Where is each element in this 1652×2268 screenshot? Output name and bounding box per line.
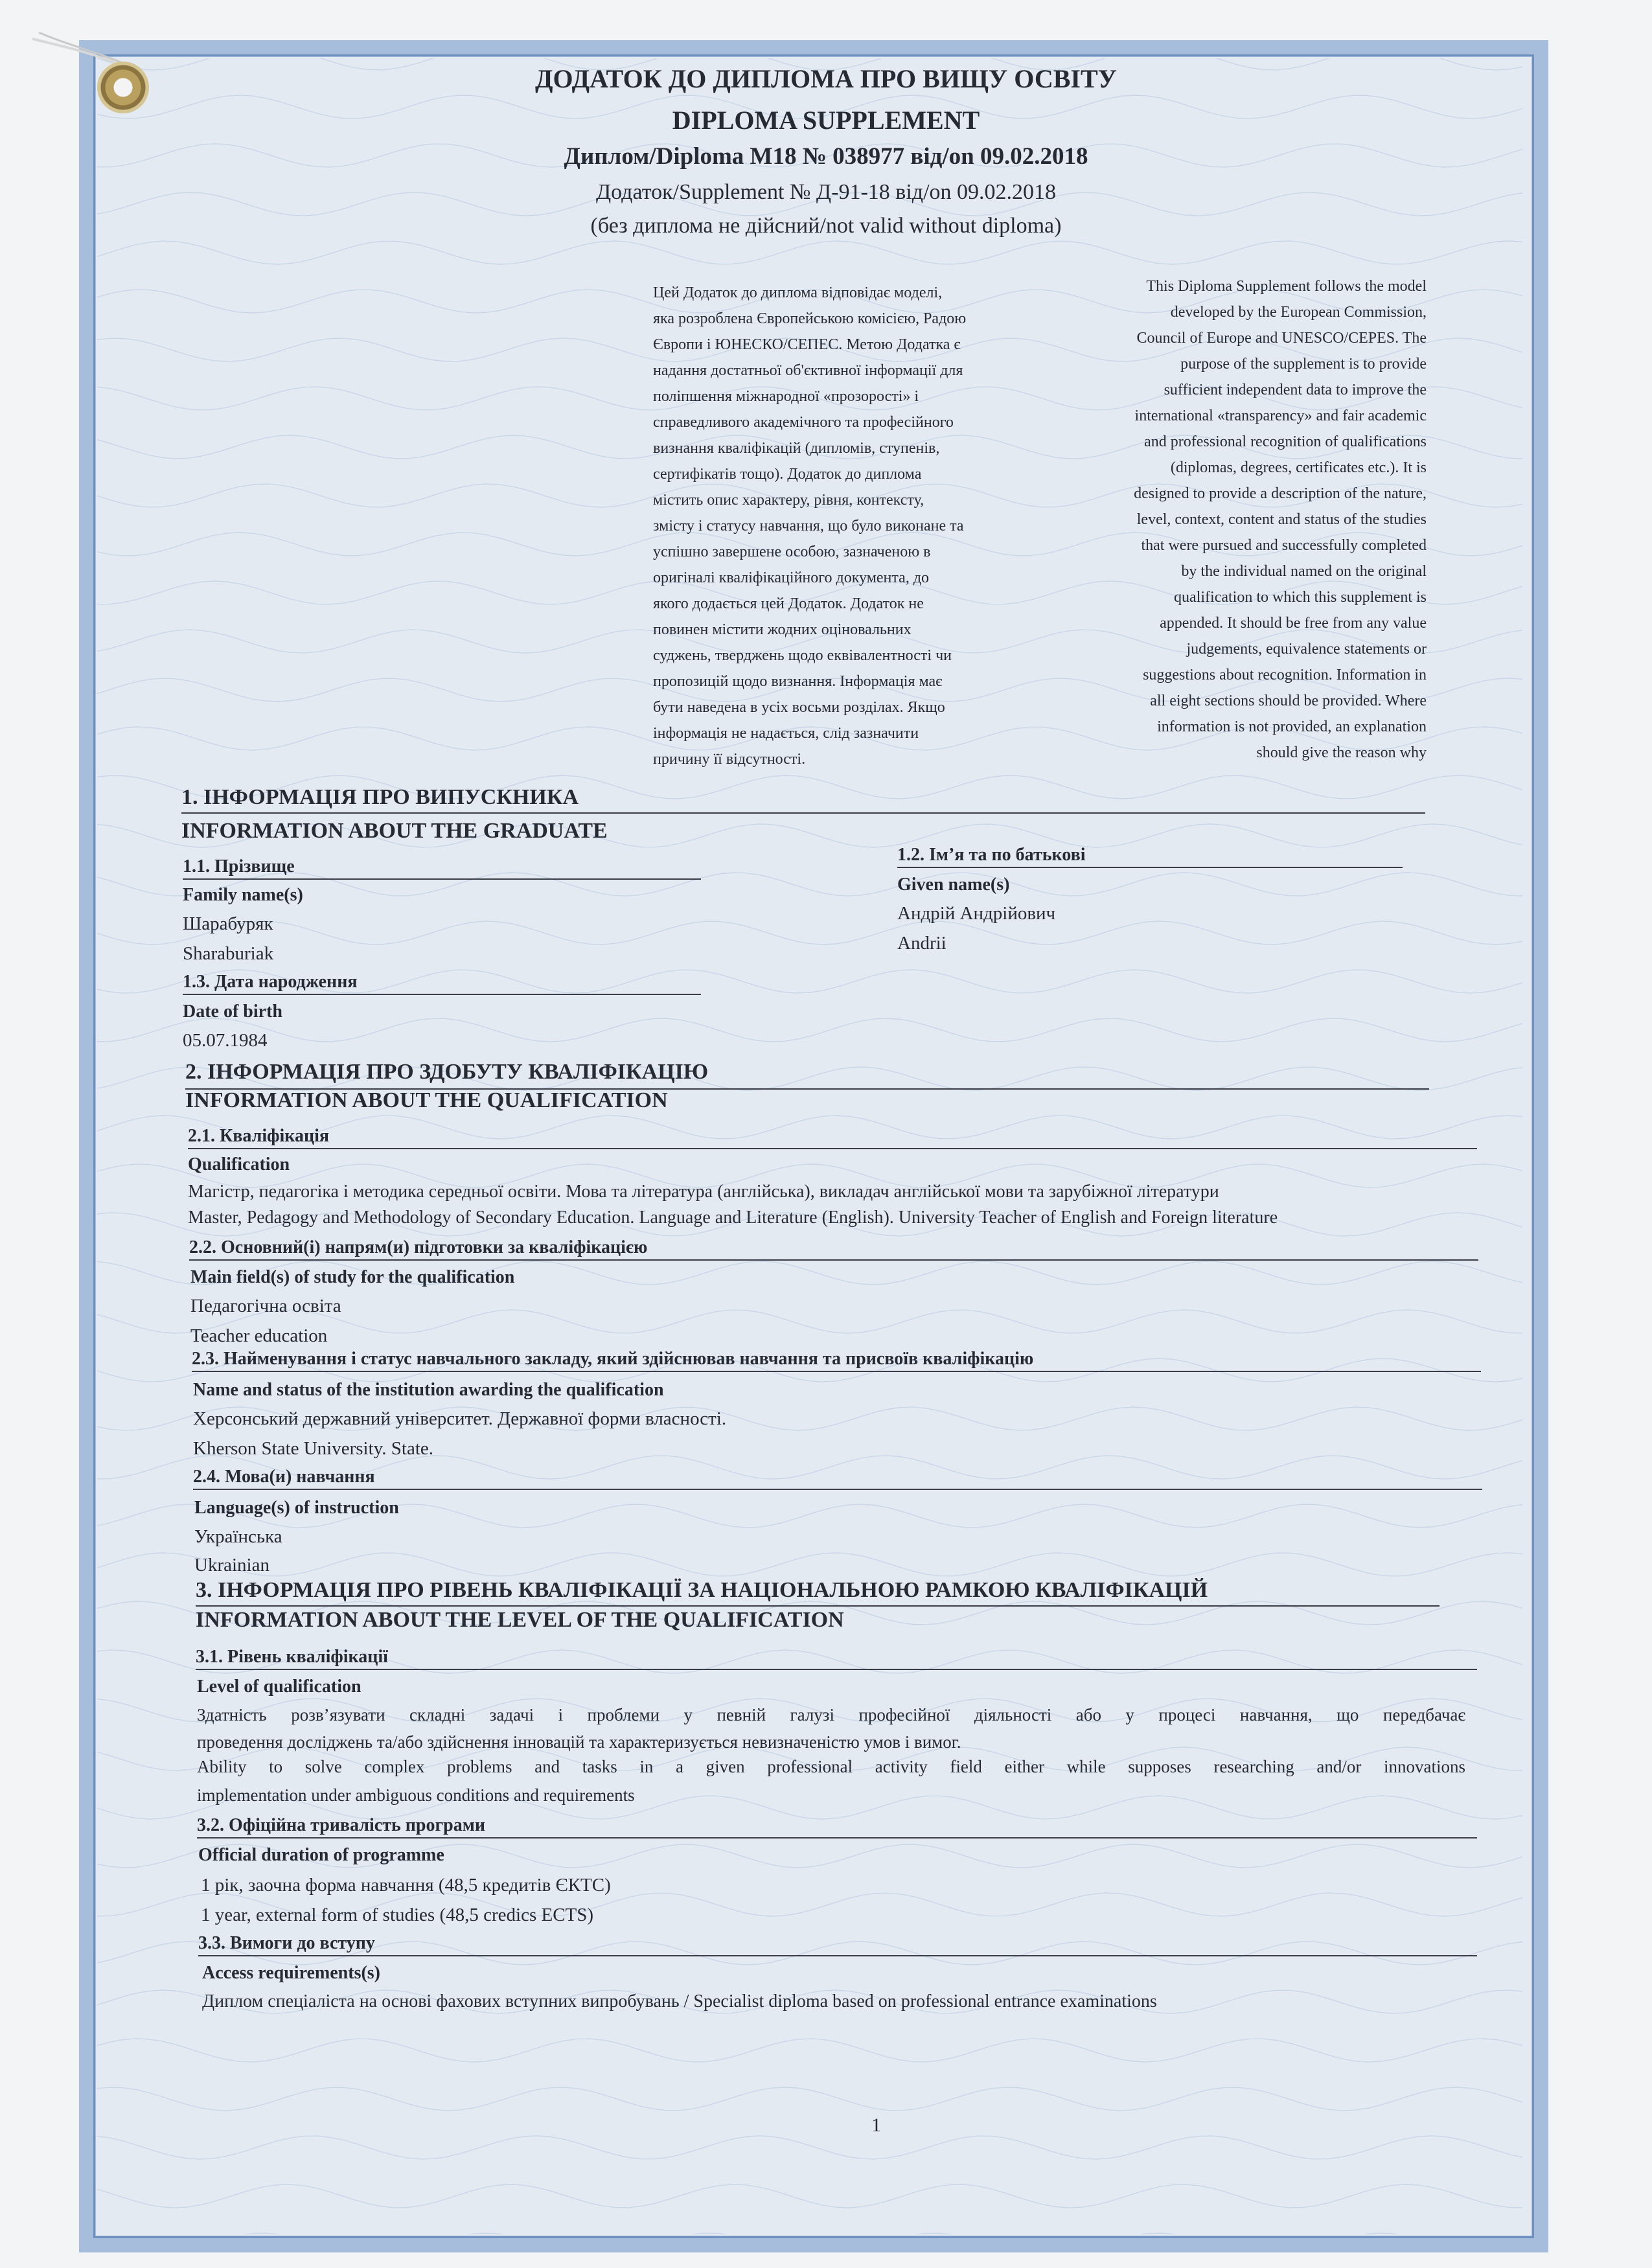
family-name-label-en: Family name(s): [183, 885, 303, 905]
guilloche-wave: [97, 2136, 1522, 2159]
page-number: 1: [871, 2114, 881, 2136]
intro-line: qualification to which this supplement is: [1174, 589, 1427, 606]
intro-line: сертифікатів тощо). Додаток до диплома: [653, 466, 922, 483]
language-label-en: Language(s) of instruction: [194, 1498, 399, 1518]
intro-line: sufficient independent data to improve the: [1164, 382, 1427, 398]
language-label-uk: 2.4. Мова(и) навчання: [193, 1467, 375, 1487]
intro-line: that were pursued and successfully completed: [1141, 537, 1427, 554]
duration-value-en: 1 year, external form of studies (48,5 credics ECTS): [201, 1905, 594, 1925]
document-title-en: DIPLOMA SUPPLEMENT: [672, 106, 980, 135]
family-name-value-uk: Шарабуряк: [183, 913, 273, 934]
intro-line: Європи і ЮНЕСКО/СЕПЕС. Метою Додатка є: [653, 336, 961, 353]
language-value-uk: Українська: [194, 1526, 282, 1547]
duration-label-en: Official duration of programme: [198, 1845, 444, 1865]
intro-line: judgements, equivalence statements or: [1186, 641, 1427, 658]
guilloche-wave: [97, 241, 1522, 264]
intro-line: змісту і статусу навчання, що було виконане та: [653, 518, 964, 534]
guilloche-wave: [97, 1553, 1522, 1576]
intro-line: suggestions about recognition. Information in: [1143, 667, 1427, 683]
intro-line: надання достатньої об'єктивної інформації для: [653, 362, 963, 379]
guilloche-wave: [97, 2039, 1522, 2062]
intro-line: appended. It should be free from any value: [1160, 615, 1427, 632]
birth-date-label-en: Date of birth: [183, 1002, 282, 1022]
given-name-label-uk: 1.2. Ім’я та по батькові: [897, 845, 1086, 865]
section-1-title-rule: [181, 812, 1425, 814]
section-1-title-uk: 1. ІНФОРМАЦІЯ ПРО ВИПУСКНИКА: [181, 785, 579, 809]
intro-line: суджень, тверджень щодо еквівалентності чи: [653, 647, 952, 664]
field-of-study-value-uk: Педагогічна освіта: [190, 1296, 341, 1316]
guilloche-wave: [97, 1018, 1522, 1042]
section-3-title-rule: [196, 1605, 1440, 1607]
qualification-value-en: Master, Pedagogy and Methodology of Secondary Education. Language and Literature (English). University Teacher of English and Foreign literature: [188, 1208, 1278, 1228]
institution-rule: [192, 1371, 1481, 1372]
given-name-rule: [897, 867, 1403, 868]
intro-line: international «transparency» and fair academic: [1134, 407, 1427, 424]
field-of-study-label-en: Main field(s) of study for the qualification: [190, 1267, 515, 1287]
level-description-uk-line-1: Здатність розв’язувати складні задачі і проблеми у певній галузі професійної діяльності або у процесі навчання, що передбачає: [197, 1705, 1465, 1724]
field-of-study-value-en: Teacher education: [190, 1325, 328, 1346]
language-value-en: Ukrainian: [194, 1555, 270, 1575]
level-rule: [196, 1669, 1477, 1670]
qualification-label-en: Qualification: [188, 1154, 290, 1174]
intro-line: бути наведена в усіх восьми розділах. Якщо: [653, 699, 945, 716]
family-name-rule: [183, 878, 701, 880]
intro-line: Council of Europe and UNESCO/CEPES. The: [1136, 330, 1427, 347]
validity-note: (без диплома не дійсний/not valid without diploma): [590, 214, 1062, 238]
intro-paragraph-uk: [653, 280, 966, 772]
intro-line: should give the reason why: [1256, 744, 1427, 761]
intro-line: містить опис характеру, рівня, контексту,: [653, 492, 924, 509]
intro-line: designed to provide a description of the nature,: [1134, 485, 1427, 502]
level-description-uk-line-2: проведення досліджень та/або здійснення інновацій та характеризується невизначеністю умов і вимог.: [197, 1732, 961, 1752]
guilloche-wave: [97, 2233, 1522, 2234]
birth-date-label-uk: 1.3. Дата народження: [183, 972, 358, 992]
family-name-label-uk: 1.1. Прізвище: [183, 856, 295, 876]
section-2-title-uk: 2. ІНФОРМАЦІЯ ПРО ЗДОБУТУ КВАЛІФІКАЦІЮ: [185, 1060, 709, 1084]
institution-value-en: Kherson State University. State.: [193, 1438, 434, 1459]
guilloche-wave: [97, 873, 1522, 896]
guilloche-wave: [97, 921, 1522, 945]
level-description-en-line-2: implementation under ambiguous conditions and requirements: [197, 1785, 635, 1805]
level-label-en: Level of qualification: [197, 1677, 361, 1697]
diploma-number-line: Диплом/Diploma М18 № 038977 від/on 09.02.2018: [564, 143, 1088, 170]
intro-line: and professional recognition of qualifications: [1144, 433, 1427, 450]
qualification-rule: [188, 1148, 1477, 1149]
qualification-value-uk: Магістр, педагогіка і методика середньої освіти. Мова та література (англійська), викладач англійської мови та зарубіжної літератури: [188, 1182, 1219, 1202]
level-label-uk: 3.1. Рівень кваліфікації: [196, 1647, 388, 1667]
access-rule: [198, 1955, 1477, 1956]
intro-line: якого додається цей Додаток. Додаток не: [653, 595, 924, 612]
level-description-en-line-1: Ability to solve complex problems and tasks in a given professional activity field either while supposes researching and/or innovations: [197, 1757, 1465, 1776]
intro-line: all eight sections should be provided. Where: [1150, 693, 1427, 709]
intro-line: визнання кваліфікацій (дипломів, ступенів,: [653, 440, 940, 457]
intro-line: level, context, content and status of the studies: [1136, 511, 1427, 528]
intro-line: повинен містити жодних оціновальних: [653, 621, 912, 638]
birth-date-value: 05.07.1984: [183, 1030, 268, 1051]
institution-label-en: Name and status of the institution awarding the qualification: [193, 1380, 664, 1400]
given-name-label-en: Given name(s): [897, 875, 1010, 895]
field-of-study-rule: [189, 1259, 1478, 1261]
intro-line: пропозицій щодо визнання. Інформація має: [653, 673, 943, 690]
duration-value-uk: 1 рік, заочна форма навчання (48,5 кредитів ЄКТС): [201, 1875, 611, 1896]
section-2-title-en: INFORMATION ABOUT THE QUALIFICATION: [185, 1088, 668, 1112]
intro-line: (diplomas, degrees, certificates etc.). It is: [1170, 459, 1427, 476]
intro-line: by the individual named on the original: [1181, 563, 1427, 580]
intro-line: Цей Додаток до диплома відповідає моделі,: [653, 284, 943, 301]
qualification-label-uk: 2.1. Кваліфікація: [188, 1126, 330, 1146]
section-3-title-en: INFORMATION ABOUT THE LEVEL OF THE QUALIFICATION: [196, 1608, 844, 1632]
intro-line: успішно завершене особою, зазначеною в: [653, 544, 931, 560]
duration-rule: [197, 1837, 1477, 1838]
given-name-value-uk: Андрій Андрійович: [897, 903, 1056, 924]
language-rule: [193, 1489, 1482, 1490]
intro-line: purpose of the supplement is to provide: [1180, 356, 1427, 372]
intro-line: інформація не надається, слід зазначити: [653, 725, 919, 742]
guilloche-wave: [97, 2087, 1522, 2111]
duration-label-uk: 3.2. Офіційна тривалість програми: [197, 1815, 485, 1835]
given-name-value-en: Andrii: [897, 933, 946, 954]
intro-line: причину її відсутності.: [653, 751, 806, 768]
intro-line: developed by the European Commission,: [1170, 304, 1427, 321]
field-of-study-label-uk: 2.2. Основний(і) напрям(и) підготовки за кваліфікацією: [189, 1237, 648, 1257]
section-3-title-uk: 3. ІНФОРМАЦІЯ ПРО РІВЕНЬ КВАЛІФІКАЦІЇ ЗА НАЦІОНАЛЬНОЮ РАМКОЮ КВАЛІФІКАЦІЙ: [196, 1578, 1208, 1602]
intro-line: information is not provided, an explanation: [1157, 718, 1427, 735]
intro-line: справедливого академічного та професійного: [653, 414, 954, 431]
institution-value-uk: Херсонський державний університет. Державної форми власності.: [193, 1408, 727, 1429]
access-label-en: Access requirements(s): [202, 1963, 381, 1983]
intro-line: This Diploma Supplement follows the model: [1146, 278, 1427, 295]
access-value: Диплом спеціаліста на основі фахових вступних випробувань / Specialist diploma based on professional entrance examinations: [202, 1991, 1157, 2011]
family-name-value-en: Sharaburiak: [183, 943, 274, 964]
birth-date-rule: [183, 994, 701, 995]
institution-label-uk: 2.3. Найменування і статус навчального закладу, який здійснював навчання та присвоїв кваліфікацію: [192, 1349, 1034, 1369]
intro-line: поліпшення міжнародної «прозорості» і: [653, 388, 919, 405]
guilloche-wave: [97, 2184, 1522, 2208]
supplement-number-line: Додаток/Supplement № Д-91-18 від/on 09.02.2018: [595, 180, 1057, 204]
intro-line: яка розроблена Європейською комісією, Радою: [653, 310, 967, 327]
document-title-uk: ДОДАТОК ДО ДИПЛОМА ПРО ВИЩУ ОСВІТУ: [534, 64, 1117, 93]
section-1-title-en: INFORMATION ABOUT THE GRADUATE: [181, 819, 608, 843]
intro-line: оригіналі кваліфікаційного документа, до: [653, 569, 930, 586]
intro-paragraph-en: [1134, 273, 1427, 766]
access-label-uk: 3.3. Вимоги до вступу: [198, 1933, 375, 1953]
